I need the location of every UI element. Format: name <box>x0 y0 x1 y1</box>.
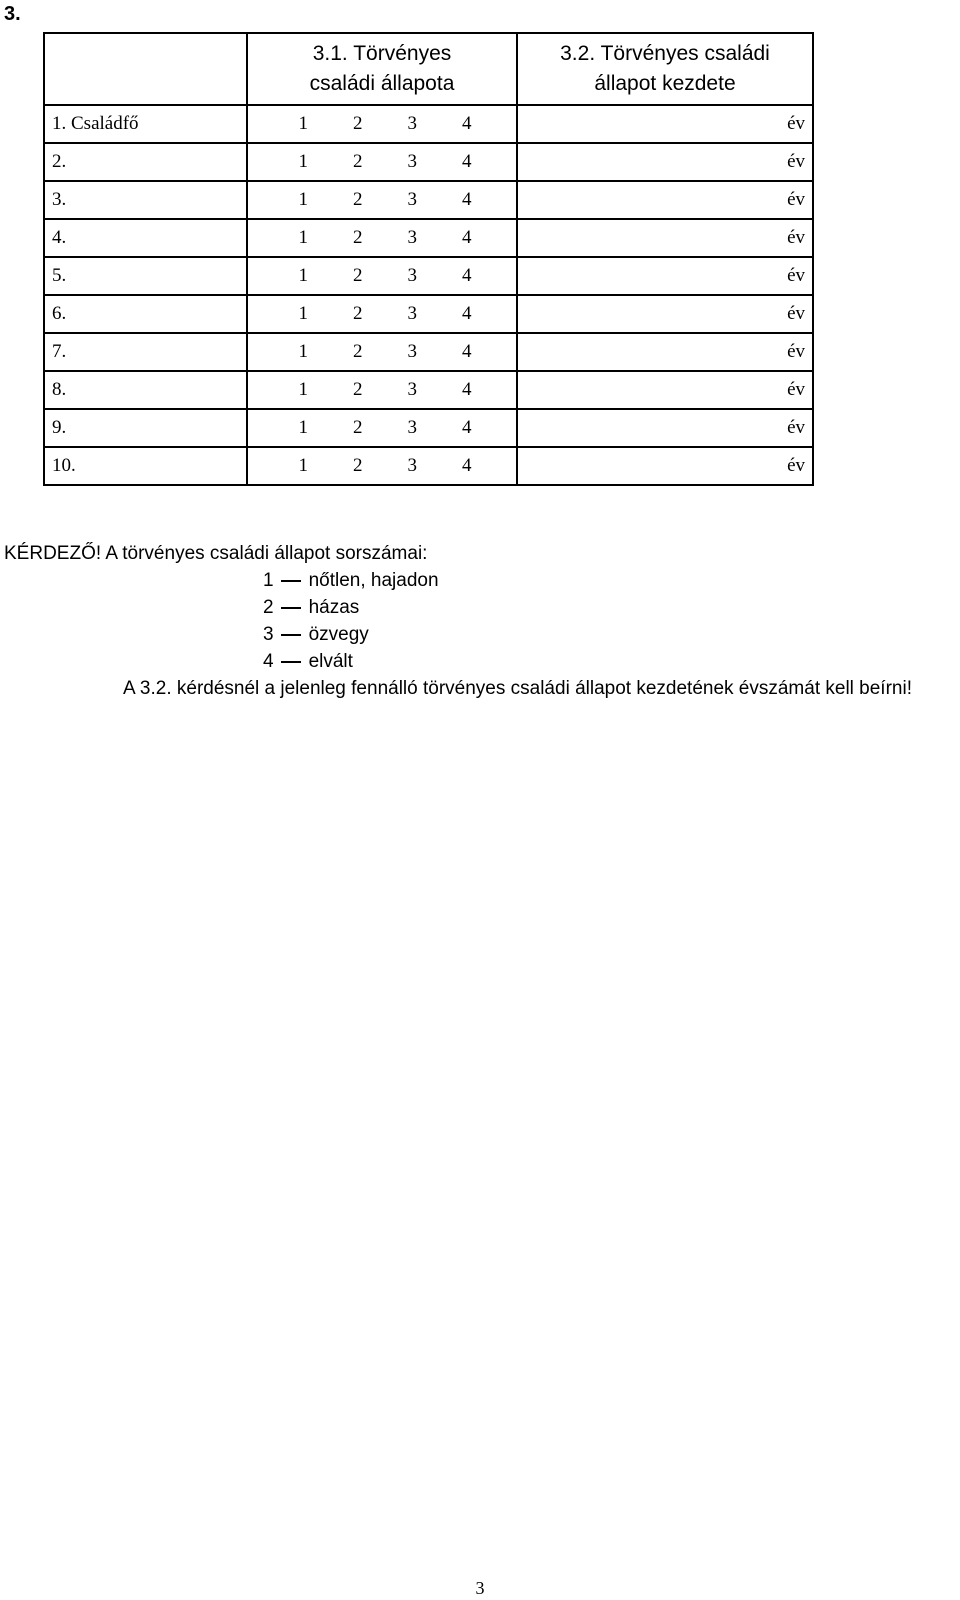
status-code-options <box>248 151 516 173</box>
person-label: 10. <box>44 447 247 485</box>
table-row <box>44 295 813 333</box>
status-code-option[interactable]: 3 <box>407 417 417 438</box>
header-person-column <box>44 33 247 105</box>
status-code-option[interactable]: 3 <box>407 341 417 362</box>
status-code-options <box>248 455 516 477</box>
status-code-option[interactable]: 2 <box>353 417 363 438</box>
marital-status-cell[interactable] <box>247 219 517 257</box>
header-status-start-line2: állapot kezdete <box>594 72 736 95</box>
status-code-option[interactable]: 1 <box>298 151 308 172</box>
status-code-options <box>248 227 516 249</box>
status-start-year-field[interactable] <box>517 219 813 257</box>
code-line-3 <box>263 621 912 648</box>
year-unit-label: év <box>787 151 805 172</box>
status-code-option[interactable]: 1 <box>298 341 308 362</box>
status-code-option[interactable]: 2 <box>353 113 363 134</box>
status-start-year-field[interactable] <box>517 409 813 447</box>
status-code-option[interactable]: 2 <box>353 303 363 324</box>
table-header <box>44 33 813 105</box>
status-code-options <box>248 379 516 401</box>
code-number: 4 <box>263 651 274 672</box>
status-code-option[interactable]: 2 <box>353 151 363 172</box>
person-label: 5. <box>44 257 247 295</box>
code-text: elvált <box>308 651 353 672</box>
person-label: 7. <box>44 333 247 371</box>
table-row <box>44 181 813 219</box>
code-text: özvegy <box>308 624 369 645</box>
marital-status-cell[interactable] <box>247 257 517 295</box>
status-code-option[interactable]: 1 <box>298 417 308 438</box>
header-marital-status-line2: családi állapota <box>309 72 455 95</box>
status-code-option[interactable]: 1 <box>298 455 308 476</box>
status-start-year-field[interactable] <box>517 295 813 333</box>
status-start-year-field[interactable] <box>517 181 813 219</box>
year-unit-label: év <box>787 265 805 286</box>
status-code-option[interactable]: 2 <box>353 265 363 286</box>
status-code-option[interactable]: 4 <box>462 417 472 438</box>
marital-status-cell[interactable] <box>247 105 517 143</box>
table-row <box>44 257 813 295</box>
person-label: 3. <box>44 181 247 219</box>
status-code-options <box>248 341 516 363</box>
status-code-option[interactable]: 4 <box>462 341 472 362</box>
table-row <box>44 447 813 485</box>
status-code-option[interactable]: 4 <box>462 379 472 400</box>
status-code-option[interactable]: 2 <box>353 227 363 248</box>
person-label: 8. <box>44 371 247 409</box>
status-code-option[interactable]: 3 <box>407 303 417 324</box>
header-marital-status-line1: 3.1. Törvényes <box>312 42 452 65</box>
marital-status-cell[interactable] <box>247 143 517 181</box>
status-code-option[interactable]: 4 <box>462 189 472 210</box>
year-unit-label: év <box>787 227 805 248</box>
table-row <box>44 409 813 447</box>
marital-status-cell[interactable] <box>247 295 517 333</box>
status-code-option[interactable]: 4 <box>462 151 472 172</box>
year-unit-label: év <box>787 379 805 400</box>
status-code-option[interactable]: 2 <box>353 379 363 400</box>
status-code-option[interactable]: 1 <box>298 113 308 134</box>
status-code-option[interactable]: 3 <box>407 227 417 248</box>
status-code-option[interactable]: 1 <box>298 303 308 324</box>
person-label: 9. <box>44 409 247 447</box>
status-start-year-field[interactable] <box>517 105 813 143</box>
person-label: 6. <box>44 295 247 333</box>
status-code-option[interactable]: 2 <box>353 455 363 476</box>
status-start-year-field[interactable] <box>517 333 813 371</box>
status-code-options <box>248 303 516 325</box>
dash-mark <box>281 661 301 663</box>
person-label: 2. <box>44 143 247 181</box>
status-code-option[interactable]: 4 <box>462 265 472 286</box>
year-unit-label: év <box>787 417 805 438</box>
status-code-option[interactable]: 3 <box>407 113 417 134</box>
status-start-year-field[interactable] <box>517 257 813 295</box>
marital-status-cell[interactable] <box>247 447 517 485</box>
dash-mark <box>281 634 301 636</box>
section-number: 3. <box>4 3 21 25</box>
status-start-year-field[interactable] <box>517 447 813 485</box>
status-code-option[interactable]: 1 <box>298 265 308 286</box>
table-row <box>44 219 813 257</box>
marital-status-cell[interactable] <box>247 333 517 371</box>
header-row <box>44 33 813 105</box>
code-list <box>263 567 912 675</box>
table-row <box>44 143 813 181</box>
status-code-option[interactable]: 4 <box>462 113 472 134</box>
status-code-option[interactable]: 3 <box>407 455 417 476</box>
year-unit-label: év <box>787 341 805 362</box>
status-code-option[interactable]: 3 <box>407 189 417 210</box>
header-marital-status <box>247 33 517 105</box>
code-text: házas <box>308 597 360 618</box>
status-code-option[interactable]: 1 <box>298 189 308 210</box>
table-body <box>44 105 813 485</box>
code-text: nőtlen, hajadon <box>308 570 439 591</box>
code-number: 1 <box>263 570 274 591</box>
status-code-option[interactable]: 3 <box>407 151 417 172</box>
page-number: 3 <box>475 1578 485 1598</box>
status-code-option[interactable]: 1 <box>298 379 308 400</box>
code-number: 2 <box>263 597 274 618</box>
code-number: 3 <box>263 624 274 645</box>
table-row <box>44 105 813 143</box>
status-code-options <box>248 417 516 439</box>
code-line-4 <box>263 648 912 675</box>
code-line-1 <box>263 567 912 594</box>
dash-mark <box>281 607 301 609</box>
year-unit-label: év <box>787 455 805 476</box>
marital-status-table <box>43 32 814 486</box>
status-code-option[interactable]: 2 <box>353 341 363 362</box>
status-code-option[interactable]: 4 <box>462 227 472 248</box>
code-line-2 <box>263 594 912 621</box>
status-code-options <box>248 189 516 211</box>
year-unit-label: év <box>787 189 805 210</box>
status-code-option[interactable]: 2 <box>353 189 363 210</box>
instructions-intro: KÉRDEZŐ! A törvényes családi állapot sorszámai: <box>4 543 428 564</box>
marital-status-cell[interactable] <box>247 409 517 447</box>
instructions-note: A 3.2. kérdésnél a jelenleg fennálló törvényes családi állapot kezdetének évszámát kell beírni! <box>123 678 912 699</box>
status-code-options <box>248 265 516 287</box>
dash-mark <box>281 580 301 582</box>
person-label: 1. Családfő <box>44 105 247 143</box>
marital-status-cell[interactable] <box>247 181 517 219</box>
header-status-start <box>517 33 813 105</box>
table-row <box>44 333 813 371</box>
status-code-option[interactable]: 3 <box>407 379 417 400</box>
year-unit-label: év <box>787 303 805 324</box>
year-unit-label: év <box>787 113 805 134</box>
status-start-year-field[interactable] <box>517 143 813 181</box>
status-code-option[interactable]: 1 <box>298 227 308 248</box>
status-code-option[interactable]: 4 <box>462 303 472 324</box>
table-row <box>44 371 813 409</box>
status-start-year-field[interactable] <box>517 371 813 409</box>
status-code-option[interactable]: 4 <box>462 455 472 476</box>
marital-status-cell[interactable] <box>247 371 517 409</box>
status-code-options <box>248 113 516 135</box>
status-code-option[interactable]: 3 <box>407 265 417 286</box>
person-label: 4. <box>44 219 247 257</box>
interviewer-instructions <box>4 540 912 702</box>
header-status-start-line1: 3.2. Törvényes családi <box>560 42 770 65</box>
